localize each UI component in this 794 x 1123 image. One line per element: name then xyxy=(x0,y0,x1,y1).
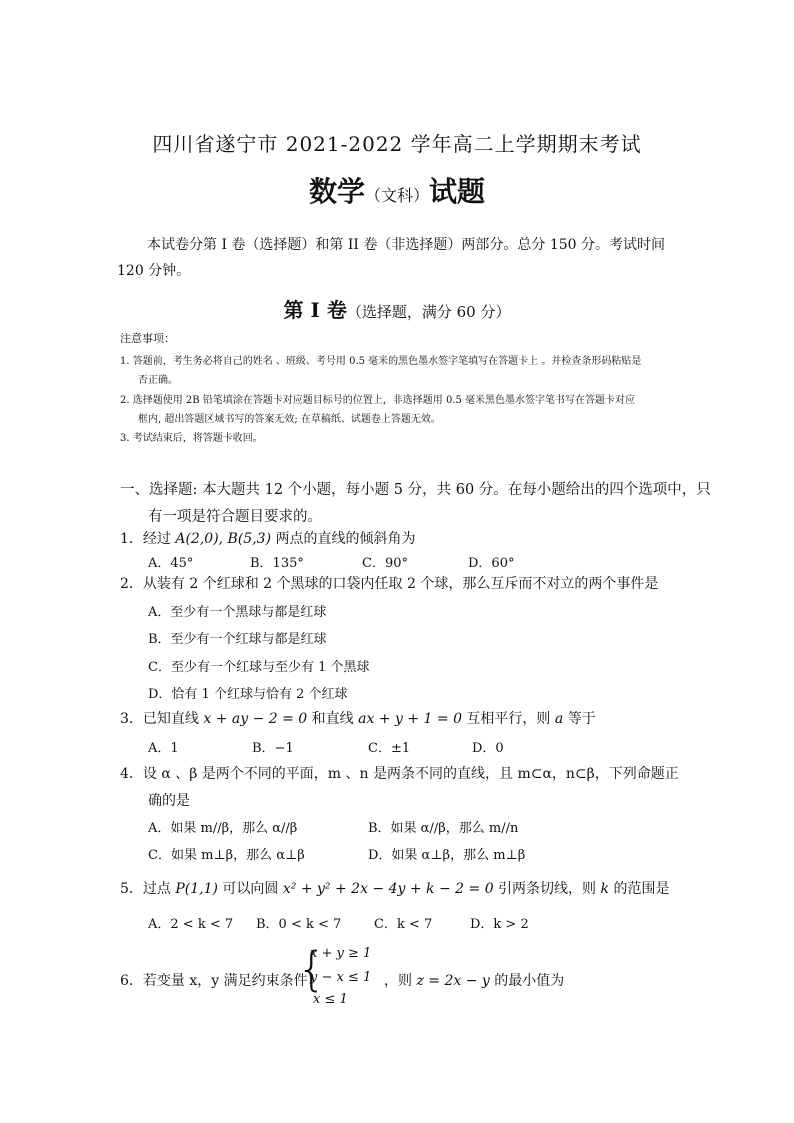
notice-title: 注意事项： xyxy=(120,332,175,345)
q1-option-b: B．135° xyxy=(250,556,304,571)
part1-name: 第 I 卷 xyxy=(283,298,347,322)
q1-math: A(2,0), B(5,3) xyxy=(175,531,272,547)
q3-option-c: C．±1 xyxy=(368,741,411,756)
q6-math: z = 2x − y xyxy=(416,973,490,989)
q1-option-c: C．90° xyxy=(362,556,408,571)
q1-option-a: A．45° xyxy=(148,556,194,571)
q5-text-a: 5．过点 xyxy=(120,881,176,897)
question-6-rest xyxy=(384,970,564,990)
q2-option-a: A．至少有一个黑球与都是红球 xyxy=(148,605,327,620)
subject-note: （文科） xyxy=(364,186,429,205)
q3-option-a: A．1 xyxy=(148,741,179,756)
q6-text-c: 的最小值为 xyxy=(489,973,565,989)
q5-math-2: x² + y² + 2x − 4y + k − 2 = 0 xyxy=(282,881,494,897)
intro-paragraph: 本试卷分第 I 卷（选择题）和第 II 卷（非选择题）两部分。总分 150 分。考试时间 120 分钟。 xyxy=(117,237,666,279)
q5-math-1: P(1,1) xyxy=(175,881,218,897)
question-3 xyxy=(120,708,596,728)
q5-option-c: C．k < 7 xyxy=(374,917,433,932)
q5-text-d: 的范围是 xyxy=(609,881,670,897)
q2-option-d: D．恰有 1 个红球与恰有 2 个红球 xyxy=(148,687,348,702)
q6-brace: { xyxy=(297,942,327,996)
q3-option-d: D．0 xyxy=(472,741,504,756)
q5-option-a: A．2 < k < 7 xyxy=(148,917,234,932)
q3-text-a: 3．已知直线 xyxy=(120,711,204,727)
q5-math-3: k xyxy=(600,881,609,897)
q3-math-2: ax + y + 1 = 0 xyxy=(358,711,462,727)
q3-text-c: 互相平行，则 xyxy=(461,711,555,727)
q1-text-b: 两点的直线的倾斜角为 xyxy=(271,531,416,547)
subject-title xyxy=(0,170,794,210)
notice-item-2: 2. 选择题使用 2B 铅笔填涂在答题卡对应题目标号的位置上，非选择题用 0.5 毫米黑色墨水签字笔书写在答题卡对应 xyxy=(120,395,636,406)
q2-option-b: B．至少有一个红球与都是红球 xyxy=(148,632,327,647)
question-5 xyxy=(120,878,669,898)
q5-text-b: 可以向圆 xyxy=(217,881,283,897)
notice-item-2-cont: 框内, 超出答题区域书写的答案无效; 在草稿纸、试题卷上答题无效。 xyxy=(138,414,441,425)
question-2: 2．从装有 2 个红球和 2 个黑球的口袋内任取 2 个球，那么互斥而不对立的两个事件是 xyxy=(120,576,659,592)
q3-text-d: 等于 xyxy=(563,711,596,727)
q3-text-b: 和直线 xyxy=(307,711,359,727)
section1-heading-cont: 有一项是符合题目要求的。 xyxy=(148,509,322,525)
q6-constraint-3: x ≤ 1 xyxy=(313,992,348,1007)
q3-math-1: x + ay − 2 = 0 xyxy=(203,711,308,727)
exam-header-title: 四川省遂宁市 2021-2022 学年高二上学期期末考试 xyxy=(152,132,642,156)
q1-option-d: D．60° xyxy=(468,556,515,571)
question-4-cont: 确的是 xyxy=(148,793,190,809)
q4-option-d: D．如果 α⊥β，那么 m⊥β xyxy=(368,848,526,863)
q4-option-a: A．如果 m//β，那么 α//β xyxy=(148,821,298,836)
part1-note: （选择题，满分 60 分） xyxy=(346,303,511,321)
q6-text-b: ，则 xyxy=(384,973,417,989)
question-6-lead: 6．若变量 x，y 满足约束条件 xyxy=(120,973,308,989)
q4-option-b: B．如果 α//β，那么 m//n xyxy=(368,821,519,836)
section1-heading: 一、选择题: 本大题共 12 个小题，每小题 5 分，共 60 分。在每小题给出的四个选项中，只 xyxy=(120,482,711,498)
q3-math-3: a xyxy=(554,711,564,727)
part1-title xyxy=(0,294,794,323)
q3-option-b: B．−1 xyxy=(252,741,294,756)
subject-name: 数学 xyxy=(308,175,365,208)
notice-item-1: 1. 答题前，考生务必将自己的姓名 、班级、考号用 0.5 毫米的黑色墨水签字笔填写在答题卡上 。并检查条形码粘贴是 xyxy=(120,356,642,367)
q4-option-c: C．如果 m⊥β，那么 α⊥β xyxy=(148,848,305,863)
q1-text-a: 1．经过 xyxy=(120,531,176,547)
q6-constraint-2: y − x ≤ 1 xyxy=(310,970,372,985)
q5-text-c: 引两条切线，则 xyxy=(493,881,601,897)
question-1 xyxy=(120,528,416,548)
subject-suffix: 试题 xyxy=(429,175,486,208)
q5-option-b: B．0 < k < 7 xyxy=(256,917,342,932)
q2-option-c: C．至少有一个红球与至少有 1 个黑球 xyxy=(148,660,370,675)
question-4: 4．设 α 、β 是两个不同的平面，m 、n 是两条不同的直线，且 m⊂α，n⊂β，下列命题正 xyxy=(120,766,679,782)
q5-option-d: D．k > 2 xyxy=(470,917,529,932)
notice-item-1-cont: 否正确。 xyxy=(138,375,178,386)
notice-item-3: 3. 考试结束后，将答题卡收回。 xyxy=(120,433,263,444)
q6-constraint-1: x + y ≥ 1 xyxy=(310,946,372,961)
